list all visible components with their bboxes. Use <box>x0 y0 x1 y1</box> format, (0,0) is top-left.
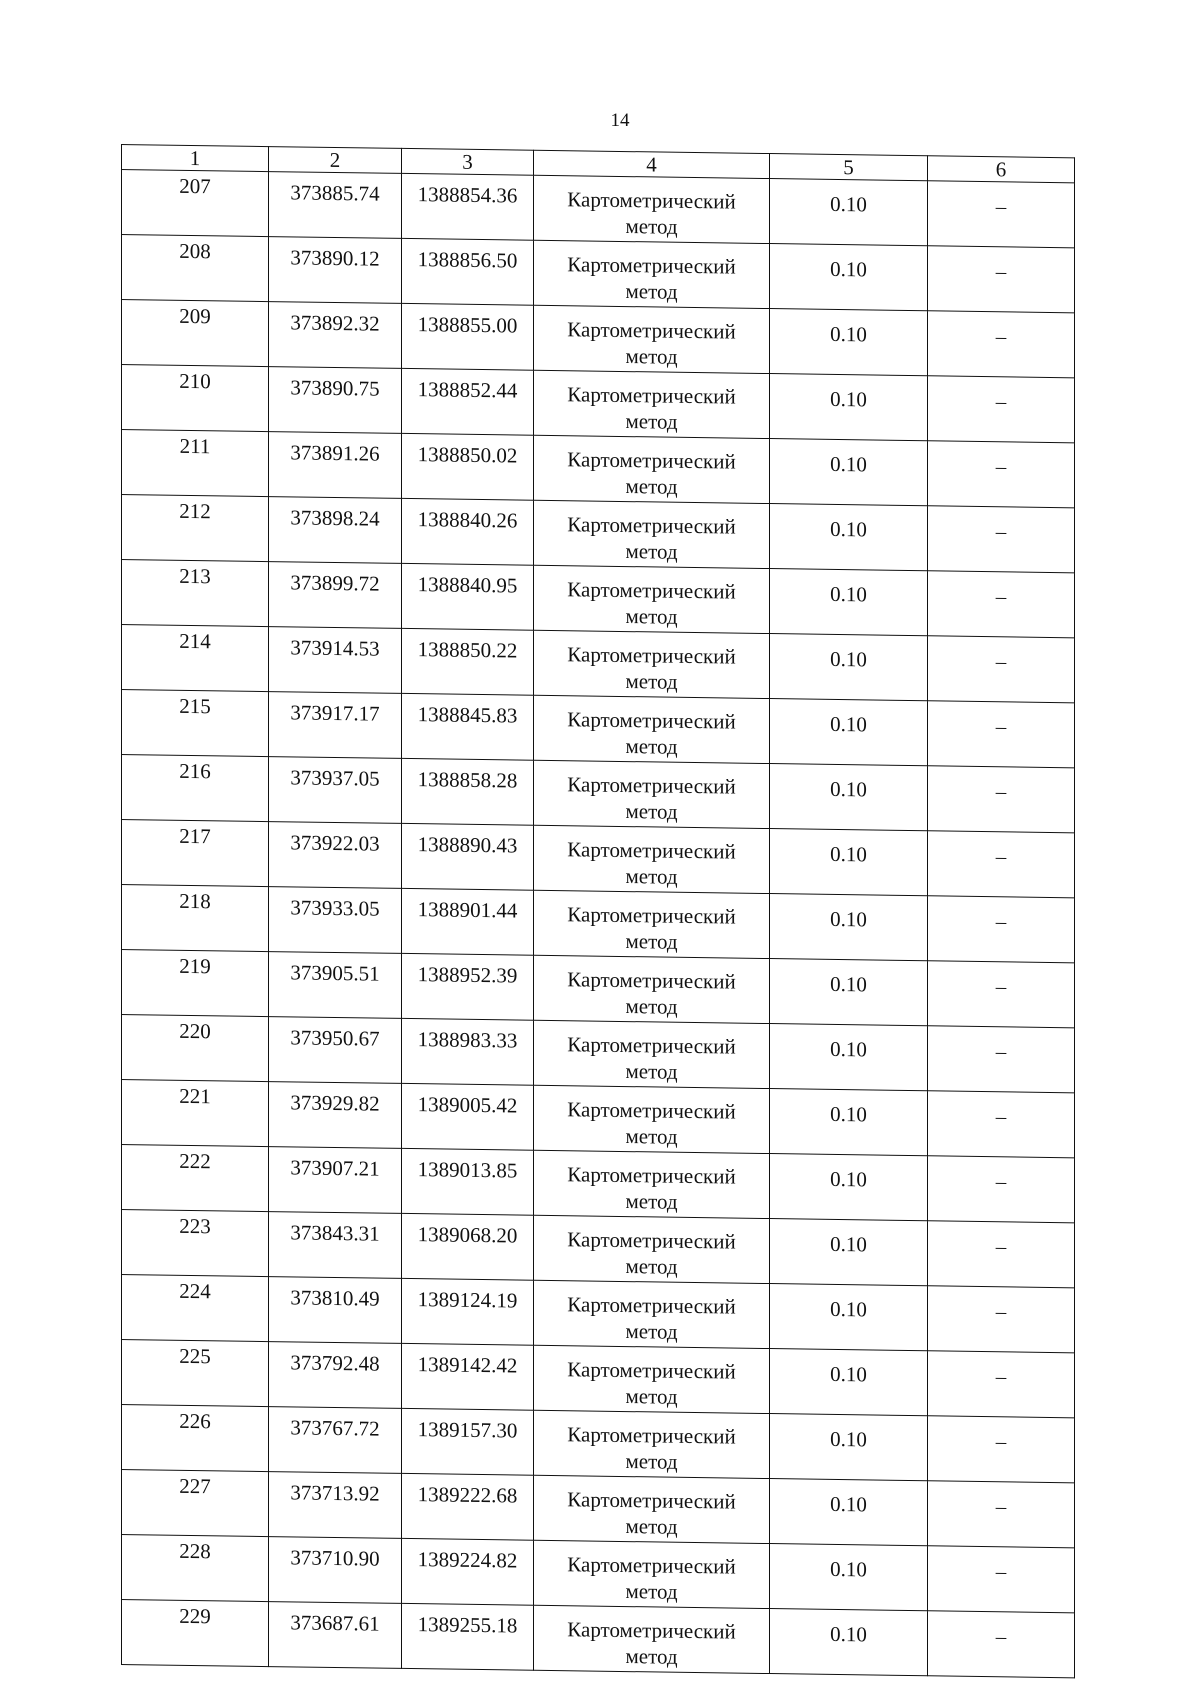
coordinate-x: 373890.12 <box>269 237 402 304</box>
note-value: – <box>928 571 1075 638</box>
point-number: 226 <box>122 1405 269 1472</box>
note-value: – <box>928 246 1075 313</box>
coordinate-y: 1389005.42 <box>402 1083 534 1150</box>
note-value: – <box>928 376 1075 443</box>
method-line-2: метод <box>625 799 678 824</box>
accuracy-value: 0.10 <box>770 1024 928 1091</box>
accuracy-value: 0.10 <box>770 439 928 506</box>
method-line-2: метод <box>625 1124 678 1149</box>
method-cell <box>534 1020 770 1088</box>
coordinate-x: 373933.05 <box>269 887 402 954</box>
method-cell <box>534 890 770 958</box>
method-cell <box>534 1475 770 1543</box>
accuracy-value: 0.10 <box>770 309 928 376</box>
method-cell <box>534 695 770 763</box>
note-value: – <box>928 831 1075 898</box>
coordinate-x: 373950.67 <box>269 1017 402 1084</box>
point-number: 218 <box>122 885 269 952</box>
method-line-1: Картометрический <box>567 447 736 474</box>
coordinate-y: 1388845.83 <box>402 693 534 760</box>
method-cell <box>534 1410 770 1478</box>
note-value: – <box>928 311 1075 378</box>
accuracy-value: 0.10 <box>770 699 928 766</box>
method-line-2: метод <box>625 1319 678 1344</box>
method-line-2: метод <box>625 474 678 499</box>
coordinate-y: 1388840.95 <box>402 563 534 630</box>
point-number: 213 <box>122 560 269 627</box>
accuracy-value: 0.10 <box>770 894 928 961</box>
note-value: – <box>928 896 1075 963</box>
coordinate-x: 373687.61 <box>269 1602 402 1669</box>
point-number: 229 <box>122 1600 269 1667</box>
note-value: – <box>928 441 1075 508</box>
note-value: – <box>928 181 1075 248</box>
coordinate-y: 1388858.28 <box>402 758 534 825</box>
note-value: – <box>928 1416 1075 1483</box>
point-number: 216 <box>122 755 269 822</box>
note-value: – <box>928 636 1075 703</box>
note-value: – <box>928 766 1075 833</box>
coordinate-x: 373905.51 <box>269 952 402 1019</box>
note-value: – <box>928 1481 1075 1548</box>
coordinate-y: 1388850.22 <box>402 628 534 695</box>
method-cell <box>534 175 770 243</box>
point-number: 221 <box>122 1080 269 1147</box>
coordinate-x: 373914.53 <box>269 627 402 694</box>
method-cell <box>534 760 770 828</box>
point-number: 212 <box>122 495 269 562</box>
point-number: 225 <box>122 1340 269 1407</box>
accuracy-value: 0.10 <box>770 179 928 246</box>
method-cell <box>534 565 770 633</box>
method-line-1: Картометрический <box>567 1162 736 1189</box>
coordinate-x: 373898.24 <box>269 497 402 564</box>
method-line-1: Картометрический <box>567 252 736 279</box>
coordinate-y: 1388850.02 <box>402 433 534 500</box>
accuracy-value: 0.10 <box>770 1544 928 1611</box>
coordinate-x: 373843.31 <box>269 1212 402 1279</box>
coordinate-y: 1389157.30 <box>402 1408 534 1475</box>
method-cell <box>534 1605 770 1673</box>
method-cell <box>534 305 770 373</box>
coordinate-x: 373892.32 <box>269 302 402 369</box>
coordinate-x: 373929.82 <box>269 1082 402 1149</box>
note-value: – <box>928 1091 1075 1158</box>
coordinate-y: 1389224.82 <box>402 1538 534 1605</box>
accuracy-value: 0.10 <box>770 1414 928 1481</box>
method-line-1: Картометрический <box>567 512 736 539</box>
coordinate-y: 1389013.85 <box>402 1148 534 1215</box>
coordinate-y: 1388901.44 <box>402 888 534 955</box>
accuracy-value: 0.10 <box>770 1089 928 1156</box>
column-header-5: 5 <box>770 154 928 181</box>
note-value: – <box>928 1546 1075 1613</box>
point-number: 228 <box>122 1535 269 1602</box>
method-cell <box>534 370 770 438</box>
coordinate-x: 373907.21 <box>269 1147 402 1214</box>
page-number: 14 <box>610 110 630 131</box>
method-cell <box>534 1150 770 1218</box>
method-line-1: Картометрический <box>567 902 736 929</box>
accuracy-value: 0.10 <box>770 634 928 701</box>
coordinate-y: 1388890.43 <box>402 823 534 890</box>
method-cell <box>534 955 770 1023</box>
coordinate-y: 1388840.26 <box>402 498 534 565</box>
coordinate-x: 373917.17 <box>269 692 402 759</box>
coordinate-y: 1388983.33 <box>402 1018 534 1085</box>
column-header-4: 4 <box>534 150 770 178</box>
point-number: 219 <box>122 950 269 1017</box>
coordinate-x: 373922.03 <box>269 822 402 889</box>
coordinate-x: 373810.49 <box>269 1277 402 1344</box>
method-line-2: метод <box>625 864 678 889</box>
method-line-2: метод <box>625 1059 678 1084</box>
coordinate-x: 373891.26 <box>269 432 402 499</box>
method-line-2: метод <box>625 604 678 629</box>
coordinate-x: 373767.72 <box>269 1407 402 1474</box>
method-line-1: Картометрический <box>567 382 736 409</box>
column-header-2: 2 <box>269 147 402 174</box>
coordinate-y: 1388854.36 <box>402 173 534 240</box>
accuracy-value: 0.10 <box>770 1219 928 1286</box>
point-number: 210 <box>122 365 269 432</box>
table-row <box>122 1600 1075 1678</box>
coordinates-table <box>121 144 1075 1678</box>
accuracy-value: 0.10 <box>770 764 928 831</box>
method-line-1: Картометрический <box>567 577 736 604</box>
accuracy-value: 0.10 <box>770 374 928 441</box>
point-number: 214 <box>122 625 269 692</box>
note-value: – <box>928 506 1075 573</box>
point-number: 211 <box>122 430 269 497</box>
method-line-1: Картометрический <box>567 1487 736 1514</box>
method-line-2: метод <box>625 409 678 434</box>
method-line-2: метод <box>625 539 678 564</box>
note-value: – <box>928 1026 1075 1093</box>
method-cell <box>534 1280 770 1348</box>
point-number: 209 <box>122 300 269 367</box>
point-number: 227 <box>122 1470 269 1537</box>
method-line-1: Картометрический <box>567 1422 736 1449</box>
method-line-2: метод <box>625 994 678 1019</box>
method-cell <box>534 825 770 893</box>
note-value: – <box>928 1611 1075 1678</box>
accuracy-value: 0.10 <box>770 1154 928 1221</box>
method-line-2: метод <box>625 1579 678 1604</box>
point-number: 215 <box>122 690 269 757</box>
note-value: – <box>928 1156 1075 1223</box>
method-line-2: метод <box>625 214 678 239</box>
accuracy-value: 0.10 <box>770 1349 928 1416</box>
method-line-1: Картометрический <box>567 317 736 344</box>
point-number: 222 <box>122 1145 269 1212</box>
method-line-2: метод <box>625 669 678 694</box>
method-line-2: метод <box>625 1514 678 1539</box>
coordinate-y: 1388952.39 <box>402 953 534 1020</box>
method-line-1: Картометрический <box>567 837 736 864</box>
accuracy-value: 0.10 <box>770 1609 928 1676</box>
table-body <box>122 170 1075 1678</box>
column-header-1: 1 <box>122 145 269 172</box>
coordinate-x: 373890.75 <box>269 367 402 434</box>
method-line-1: Картометрический <box>567 967 736 994</box>
method-line-2: метод <box>625 1384 678 1409</box>
method-line-1: Картометрический <box>567 1227 736 1254</box>
method-line-2: метод <box>625 1449 678 1474</box>
coordinate-x: 373713.92 <box>269 1472 402 1539</box>
note-value: – <box>928 1286 1075 1353</box>
coordinate-y: 1389222.68 <box>402 1473 534 1540</box>
method-line-2: метод <box>625 1644 678 1669</box>
method-line-1: Картометрический <box>567 1552 736 1579</box>
method-cell <box>534 630 770 698</box>
method-line-2: метод <box>625 734 678 759</box>
accuracy-value: 0.10 <box>770 959 928 1026</box>
method-cell <box>534 1085 770 1153</box>
method-line-2: метод <box>625 929 678 954</box>
point-number: 220 <box>122 1015 269 1082</box>
coordinate-x: 373899.72 <box>269 562 402 629</box>
coordinates-table-container <box>121 144 1074 1678</box>
note-value: – <box>928 1351 1075 1418</box>
method-line-2: метод <box>625 344 678 369</box>
method-line-1: Картометрический <box>567 1097 736 1124</box>
method-line-1: Картометрический <box>567 1357 736 1384</box>
method-cell <box>534 1345 770 1413</box>
accuracy-value: 0.10 <box>770 1284 928 1351</box>
coordinate-y: 1389255.18 <box>402 1603 534 1670</box>
coordinate-x: 373710.90 <box>269 1537 402 1604</box>
method-line-1: Картометрический <box>567 187 736 214</box>
method-line-1: Картометрический <box>567 772 736 799</box>
method-cell <box>534 240 770 308</box>
point-number: 217 <box>122 820 269 887</box>
coordinate-y: 1388852.44 <box>402 368 534 435</box>
coordinate-x: 373792.48 <box>269 1342 402 1409</box>
method-cell <box>534 435 770 503</box>
coordinate-y: 1389124.19 <box>402 1278 534 1345</box>
coordinate-y: 1389068.20 <box>402 1213 534 1280</box>
accuracy-value: 0.10 <box>770 829 928 896</box>
note-value: – <box>928 701 1075 768</box>
coordinate-y: 1388855.00 <box>402 303 534 370</box>
method-line-1: Картометрический <box>567 707 736 734</box>
point-number: 207 <box>122 170 269 237</box>
point-number: 223 <box>122 1210 269 1277</box>
method-line-2: метод <box>625 279 678 304</box>
column-header-6: 6 <box>928 156 1075 183</box>
coordinate-y: 1388856.50 <box>402 238 534 305</box>
method-cell <box>534 1540 770 1608</box>
note-value: – <box>928 961 1075 1028</box>
accuracy-value: 0.10 <box>770 244 928 311</box>
note-value: – <box>928 1221 1075 1288</box>
method-line-1: Картометрический <box>567 642 736 669</box>
coordinate-x: 373937.05 <box>269 757 402 824</box>
accuracy-value: 0.10 <box>770 1479 928 1546</box>
method-line-2: метод <box>625 1254 678 1279</box>
method-line-2: метод <box>625 1189 678 1214</box>
method-cell <box>534 500 770 568</box>
point-number: 208 <box>122 235 269 302</box>
column-header-3: 3 <box>402 148 534 175</box>
method-line-1: Картометрический <box>567 1032 736 1059</box>
point-number: 224 <box>122 1275 269 1342</box>
accuracy-value: 0.10 <box>770 504 928 571</box>
method-cell <box>534 1215 770 1283</box>
method-line-1: Картометрический <box>567 1292 736 1319</box>
accuracy-value: 0.10 <box>770 569 928 636</box>
coordinate-y: 1389142.42 <box>402 1343 534 1410</box>
coordinate-x: 373885.74 <box>269 172 402 239</box>
method-line-1: Картометрический <box>567 1617 736 1644</box>
